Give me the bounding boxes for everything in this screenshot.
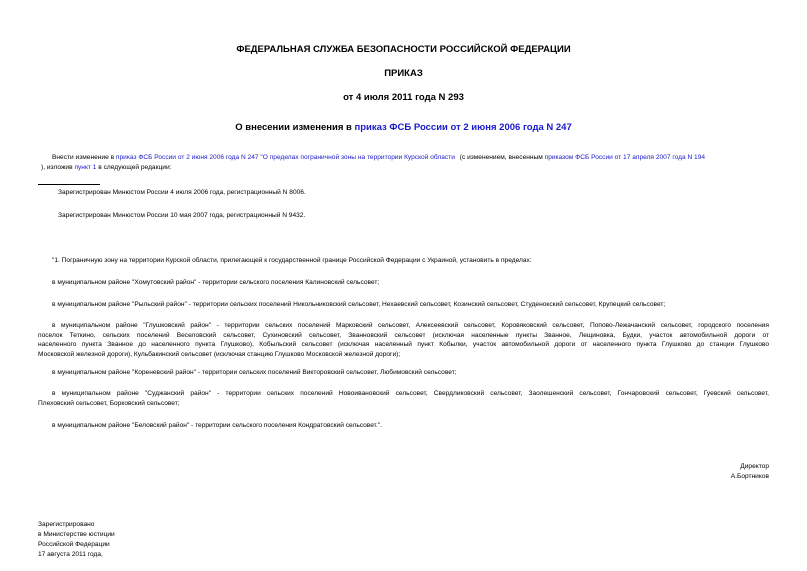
footnote-2: Зарегистрирован Минюстом России 10 мая 2007 года, регистрационный N 9432.: [58, 212, 306, 219]
intro-link-order-194[interactable]: приказом: [544, 154, 574, 161]
registration-line-3: Российской Федерации: [38, 541, 110, 548]
intro-link-order-247[interactable]: приказ ФСБ России от 2 июня 2006 года N 247: [115, 154, 259, 161]
signature-block: [731, 462, 769, 482]
sudzhansky-line-1: в муниципальном районе "Суджанский район" - территории сельских поселений Новоивановский сельсовет, Свердликовский сельсовет, Заолешенский сельсовет, Гончаровский сельсовет, Гуевский сельсовет,: [52, 390, 769, 397]
intro-text-1: Внести изменение в: [52, 154, 116, 161]
doc-type: ПРИКАЗ: [384, 68, 423, 79]
district-sudzhansky: [38, 389, 769, 408]
doc-date-number: от 4 июля 2011 года N 293: [343, 92, 464, 103]
district-homutovsky: в муниципальном районе "Хомутовский район" - территории сельского поселения Калиновский сельсовет;: [52, 279, 380, 286]
glushkovsky-line-2: поселок Теткино, сельских поселений Веселовский сельсовет, Сухиновский сельсовет, Званновский сельсовет (исключая населенные пункты Званное, Лещиновка, Будки, участок автомобильной дороги от: [38, 331, 769, 339]
glushkovsky-line-1: в муниципальном районе "Глушковский район" - территории сельских поселений Марковский сельсовет, Алексеевский сельсовет, Коровяковский сельсовет, Попово-Лежачанский сельсовет, городского поселения: [52, 322, 769, 329]
registration-line-2: в Министерстве юстиции: [38, 531, 115, 538]
subject-prefix: О внесении изменения в: [235, 122, 355, 133]
intro-order-title[interactable]: "О пределах пограничной зоны на территории Курской области: [258, 154, 455, 161]
intro-text-5: ), изложив: [41, 164, 75, 171]
subject-link[interactable]: приказ ФСБ России от 2 июня 2006 года N 247: [354, 122, 572, 133]
district-belovsky: в муниципальном районе "Беловский район" - территории сельского поселения Кондратовский сельсовет.".: [52, 422, 382, 429]
registration-line-1: Зарегистрировано: [38, 521, 95, 528]
sudzhansky-line-2: Плеховский сельсовет, Борковский сельсовет;: [38, 399, 180, 407]
footnote-separator: [38, 184, 100, 185]
glushkovsky-line-4: Московской железной дороги), Кульбакинский сельсовет (исключая станцию Глушково Московской железной дороги);: [38, 350, 401, 358]
intro-text-6: в следующей редакции:: [96, 164, 172, 171]
intro-link-item-1[interactable]: пункт 1: [74, 164, 97, 171]
district-rylsky: в муниципальном районе "Рыльский район" - территории сельских поселений Никольниковский сельсовет, Нехаевский сельсовет, Козинский сельсовет, Студенокский сельсовет, Крупецкий сельсовет;: [52, 301, 666, 308]
registration-line-4: 17 августа 2011 года,: [38, 551, 103, 558]
intro-text-3: (с изменением, внесенным: [457, 154, 545, 161]
district-korenevsky: в муниципальном районе "Кореневский район" - территории сельских поселений Викторовский сельсовет, Любимовский сельсовет;: [52, 369, 457, 376]
signature-name: А.Бортников: [730, 473, 769, 480]
item-1-intro: "1. Пограничную зону на территории Курской области, прилегающей к государственной границе Российской Федерации с Украиной, установить в пределах:: [52, 257, 532, 264]
intro-order-194-text[interactable]: ФСБ России от 17 апреля 2007 года N 194: [573, 154, 706, 161]
footnote-1: Зарегистрирован Минюстом России 4 июля 2006 года, регистрационный N 8006.: [58, 189, 306, 196]
signature-title: Директор: [740, 463, 769, 470]
registration-block: [38, 520, 115, 560]
intro-line-2: [38, 163, 171, 172]
doc-subject: [0, 122, 807, 134]
agency-title: ФЕДЕРАЛЬНАЯ СЛУЖБА БЕЗОПАСНОСТИ РОССИЙСКОЙ ФЕДЕРАЦИИ: [236, 44, 571, 55]
glushkovsky-line-3: населенного пункта Званное до населенного пункта Глушково), Кобыльский сельсовет (исключая населенный пункт Кобылки, участок автомобильной дороги от населенного пункта Глушково до станции Глушково: [38, 341, 769, 349]
intro-line-1: [52, 153, 705, 162]
district-glushkovsky: [38, 321, 769, 359]
